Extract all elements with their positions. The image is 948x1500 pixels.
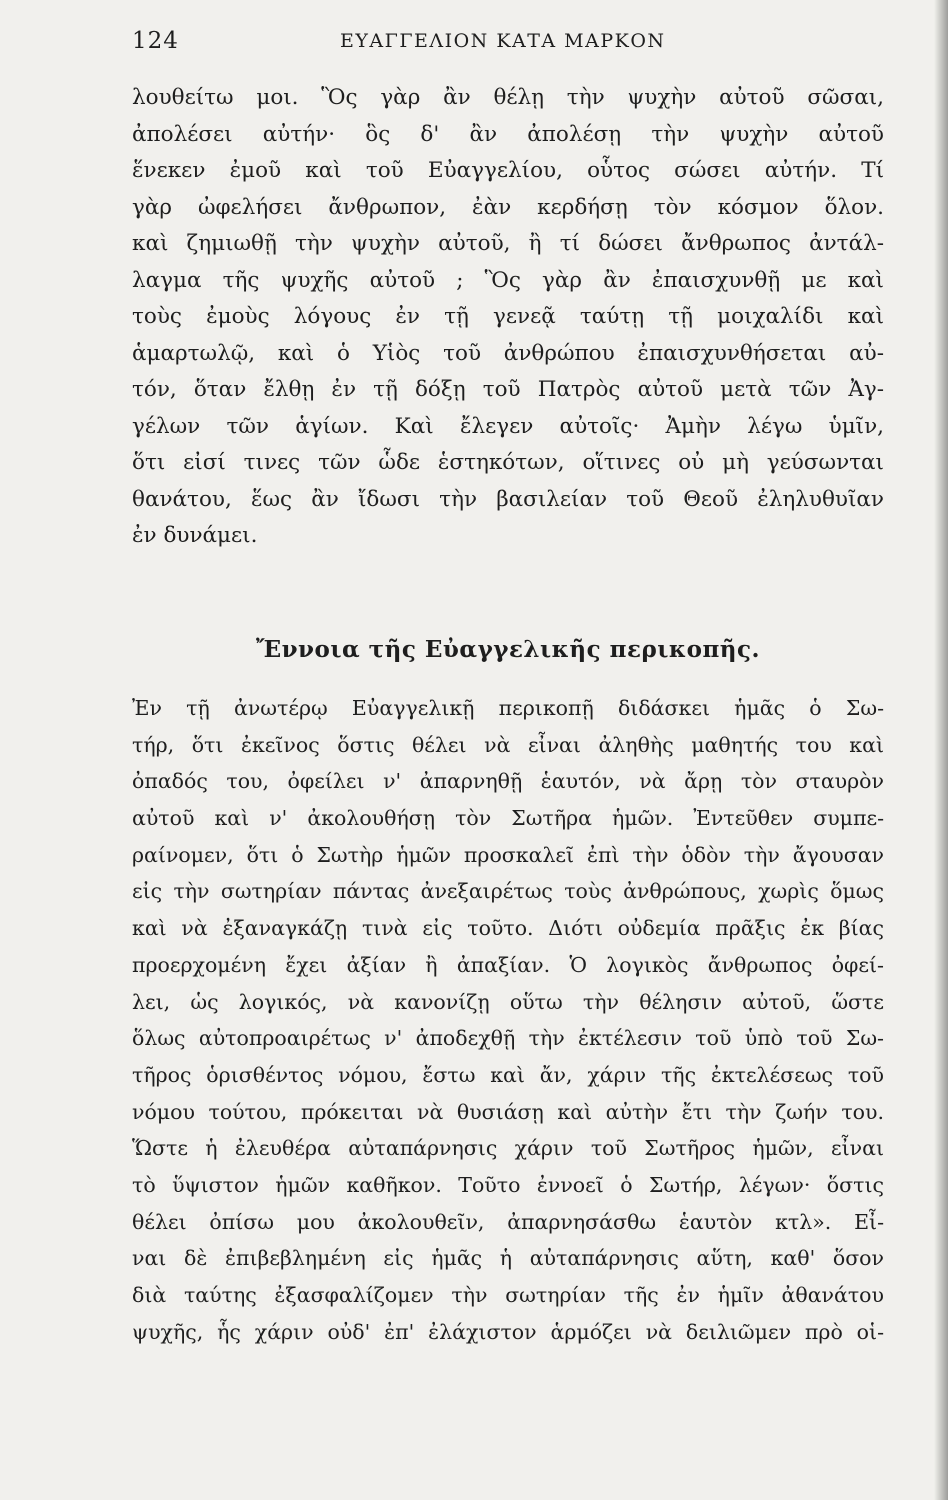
text-line: ὅτι εἰσί τινες τῶν ὧδε ἑστηκότων, οἵτινες οὐ μὴ γεύσωνται	[132, 450, 884, 475]
page-header	[132, 28, 892, 64]
text-line: καὶ νὰ ἐξαναγκάζῃ τινὰ εἰς τοῦτο. Διότι οὐδεμία πρᾶξις ἐκ βίας	[132, 916, 884, 941]
text-line: ἀπολέσει αὐτήν· ὃς δ' ἂν ἀπολέσῃ τὴν ψυχὴν αὐτοῦ	[132, 121, 884, 147]
commentary-text	[132, 690, 884, 1350]
text-line: Ὥστε ἡ ἐλευθέρα αὐταπάρνησις χάριν τοῦ Σωτῆρος ἡμῶν, εἶναι	[132, 1136, 884, 1161]
text-line: τοὺς ἐμοὺς λόγους ἐν τῇ γενεᾷ ταύτῃ τῇ μοιχαλίδι καὶ	[132, 304, 884, 329]
text-line: Ἐν τῇ ἀνωτέρῳ Εὐαγγελικῇ περικοπῇ διδάσκει ἡμᾶς ὁ Σω-	[132, 696, 884, 720]
text-line: ἕνεκεν ἐμοῦ καὶ τοῦ Εὐαγγελίου, οὗτος σώσει αὐτήν. Τί	[132, 158, 884, 183]
text-line: λαγμα τῆς ψυχῆς αὐτοῦ ; Ὃς γὰρ ἂν ἐπαισχυνθῇ με καὶ	[132, 267, 884, 293]
text-line: γέλων τῶν ἁγίων. Καὶ ἔλεγεν αὐτοῖς· Ἀμὴν λέγω ὑμῖν,	[132, 413, 884, 439]
text-line: τήρ, ὅτι ἐκεῖνος ὅστις θέλει νὰ εἶναι ἀληθὴς μαθητής του καὶ	[132, 732, 884, 757]
text-line: ὅλως αὐτοπροαιρέτως ν' ἀποδεχθῇ τὴν ἐκτέλεσιν τοῦ ὑπὸ τοῦ Σω-	[132, 1026, 884, 1051]
text-line: θανάτου, ἕως ἂν ἴδωσι τὴν βασιλείαν τοῦ Θεοῦ ἐληλυθυῖαν	[132, 486, 884, 512]
text-line: εἰς τὴν σωτηρίαν πάντας ἀνεξαιρέτως τοὺς ἀνθρώπους, χωρὶς ὅμως	[132, 879, 884, 904]
text-line: λει, ὡς λογικός, νὰ κανονίζῃ οὕτω τὴν θέλησιν αὐτοῦ, ὥστε	[132, 989, 884, 1014]
text-line: ὀπαδός του, ὀφείλει ν' ἀπαρνηθῇ ἑαυτόν, νὰ ἄρῃ τὸν σταυρὸν	[132, 769, 884, 794]
page-number: 124	[132, 28, 179, 54]
text-line: ναι δὲ ἐπιβεβλημένη εἰς ἡμᾶς ἡ αὐταπάρνησις αὕτη, καθ' ὅσον	[132, 1246, 884, 1271]
text-line: καὶ ζημιωθῇ τὴν ψυχὴν αὐτοῦ, ἢ τί δώσει ἄνθρωπος ἀντάλ-	[132, 231, 884, 256]
text-line: ἁμαρτωλῷ, καὶ ὁ Υἱὸς τοῦ ἀνθρώπου ἐπαισχυνθήσεται αὐ-	[132, 340, 884, 366]
text-line: γὰρ ὠφελήσει ἄνθρωπον, ἐὰν κερδήσῃ τὸν κόσμον ὅλον.	[132, 194, 884, 220]
text-line: ραίνομεν, ὅτι ὁ Σωτὴρ ἡμῶν προσκαλεῖ ἐπὶ τὴν ὁδὸν τὴν ἄγουσαν	[132, 842, 884, 867]
running-title: ΕΥΑΓΓΕΛΙΟΝ ΚΑΤΑ ΜΑΡΚΟΝ	[340, 30, 666, 52]
text-line: ψυχῆς, ἧς χάριν οὐδ' ἐπ' ἐλάχιστον ἁρμόζει νὰ δειλιῶμεν πρὸ οἱ-	[132, 1319, 884, 1344]
section-heading: Ἔννοια τῆς Εὐαγγελικῆς περικοπῆς.	[255, 636, 761, 663]
text-line: διὰ ταύτης ἐξασφαλίζομεν τὴν σωτηρίαν τῆς ἐν ἡμῖν ἀθανάτου	[132, 1283, 884, 1307]
text-line: αὐτοῦ καὶ ν' ἀκολουθήσῃ τὸν Σωτῆρα ἡμῶν. Ἐντεῦθεν συμπε-	[132, 806, 884, 831]
text-line: τὸ ὕψιστον ἡμῶν καθῆκον. Τοῦτο ἐννοεῖ ὁ Σωτήρ, λέγων· ὅστις	[132, 1172, 884, 1197]
text-line: θέλει ὀπίσω μου ἀκολουθεῖν, ἀπαρνησάσθω ἑαυτὸν κτλ». Εἶ-	[132, 1209, 884, 1234]
text-line: ἐν δυνάμει.	[132, 523, 258, 548]
text-line: τόν, ὅταν ἔλθῃ ἐν τῇ δόξῃ τοῦ Πατρὸς αὐτοῦ μετὰ τῶν Ἀγ-	[132, 377, 884, 402]
text-line: λουθείτω μοι. Ὃς γὰρ ἂν θέλῃ τὴν ψυχὴν αὐτοῦ σῶσαι,	[132, 85, 884, 110]
text-line: νόμου τούτου, πρόκειται νὰ θυσιάσῃ καὶ αὐτὴν ἔτι τὴν ζωήν του.	[132, 1099, 884, 1124]
gospel-text	[132, 80, 884, 555]
text-line: τῆρος ὁρισθέντος νόμου, ἔστω καὶ ἄν, χάριν τῆς ἐκτελέσεως τοῦ	[132, 1062, 884, 1087]
page-edge-shadow	[934, 0, 948, 1500]
text-line: προερχομένη ἔχει ἀξίαν ἢ ἀπαξίαν. Ὁ λογικὸς ἄνθρωπος ὀφεί-	[132, 952, 884, 977]
